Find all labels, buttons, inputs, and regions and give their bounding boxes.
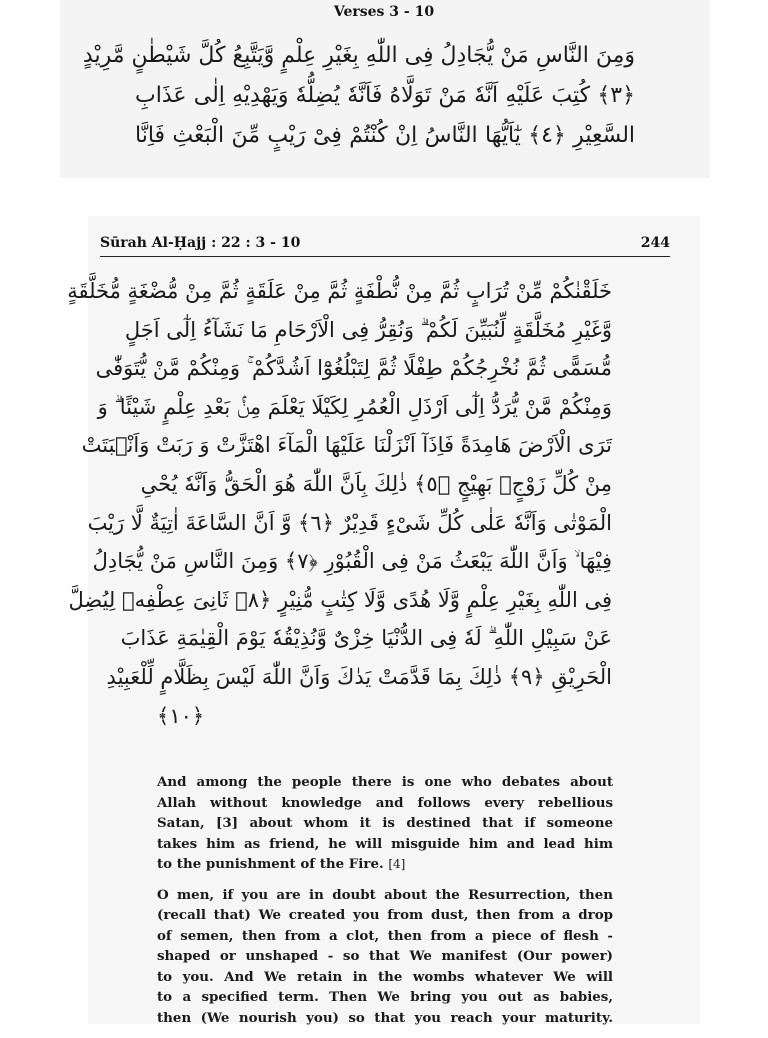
arabic-text-block xyxy=(67,272,612,735)
arabic-line: وَّغَيْرِ مُخَلَّقَةٍ لِّنُبَيِّنَ لَكُمْ ۗ وَنُقِرُّ فِى الْاَرْحَامِ مَا نَشَآءُ اِلٰٓى اَجَلٍ xyxy=(124,317,612,342)
translation-line: Allah without knowledge and follows every rebellious xyxy=(157,794,613,811)
translation-line: takes him as friend, he will misguide him and lead him xyxy=(157,835,613,852)
arabic-line: خَلَقْنٰكُمْ مِّنْ تُرَابٍ ثُمَّ مِنْ نُّطْفَةٍ ثُمَّ مِنْ عَلَقَةٍ ثُمَّ مِنْ مُّضْغَةٍ مُّخَلَّقَةٍ xyxy=(67,279,612,303)
arabic-line: الْحَرِيْقِ ﴿٩﴾ ذٰلِكَ بِمَا قَدَّمَتْ يَدٰكَ وَاَنَّ اللّٰهَ لَيْسَ بِظَلَّامٍ لِّلْعَبِيْدِ xyxy=(106,664,612,689)
verses-heading: Verses 3 - 10 xyxy=(333,4,435,20)
translation-line: to the punishment of the Fire. xyxy=(157,856,384,872)
translation-line: O men, if you are in doubt about the Resurrection, then xyxy=(157,886,613,903)
translation-line: And among the people there is one who debates about xyxy=(157,774,613,790)
translation-paragraph xyxy=(157,772,613,875)
arabic-line: وَمِنَ النَّاسِ مَنْ يُّجَادِلُ فِى اللّٰهِ بِغَيْرِ عِلْمٍ وَّيَتَّبِعُ كُلَّ شَيْطٰنٍ مَّرِيْدٍ xyxy=(82,43,635,68)
arabic-line: فِى اللّٰهِ بِغَيْرِ عِلْمٍ وَّلَا هُدًى وَّلَا كِتٰبٍ مُّنِيْرٍ ﴿٨﴾ ثَانِىَ عِطْفِهٖ لِيُضِلَّ xyxy=(68,587,612,612)
translation-line: of semen, then from a clot, then from a piece of flesh - xyxy=(157,927,613,944)
arabic-line: تَرَى الْاَرْضَ هَامِدَةً فَاِذَآ اَنْزَلْنَا عَلَيْهَا الْمَآءَ اهْتَزَّتْ وَ رَبَتْ وَاَنْۢبَتَتْ xyxy=(81,433,612,458)
translation-block xyxy=(157,772,613,1038)
translation-line: to a specified term. Then We bring you out as babies, xyxy=(157,989,613,1005)
translation-line: shaped or unshaped - so that We manifest (Our power) xyxy=(157,948,613,964)
arabic-line: مِنْ كُلِّ زَوْجٍۢ بَهِيْجٍ ﴿٥﴾ ذٰلِكَ بِاَنَّ اللّٰهَ هُوَ الْحَقُّ وَاَنَّهٗ يُحْىِ xyxy=(140,471,612,496)
footnote-marker: [4] xyxy=(388,857,406,871)
translation-line-last xyxy=(157,854,613,875)
arabic-line: وَمِنْكُمْ مَّنْ يُّرَدُّ اِلٰٓى اَرْذَلِ الْعُمُرِ لِكَيْلَا يَعْلَمَ مِنْۢ بَعْدِ عِلْمٍ شَيْئًا ۗ وَ xyxy=(97,394,612,419)
arabic-line: مُّسَمًّى ثُمَّ نُخْرِجُكُمْ طِفْلًا ثُمَّ لِتَبْلُغُوْٓا اَشُدَّكُمْ ۚ وَمِنْكُمْ مَّنْ يُّتَوَفّٰى xyxy=(95,356,612,381)
page-header xyxy=(100,231,670,255)
translation-line: to you. And We retain in the wombs whatever We will xyxy=(157,968,613,985)
header-divider xyxy=(100,256,670,257)
arabic-line: ﴿٣﴾ كُتِبَ عَلَيْهِ اَنَّهٗ مَنْ تَوَلَّاهُ فَاَنَّهٗ يُضِلُّهٗ وَيَهْدِيْهِ اِلٰى عَذَابِ xyxy=(135,83,635,108)
translation-paragraph xyxy=(157,885,613,1029)
page-number: 244 xyxy=(640,235,670,251)
translation-line: (recall that) We created you from dust, then from a drop xyxy=(157,907,613,923)
surah-title: Sūrah Al-Ḥajj : 22 : 3 - 10 xyxy=(100,235,301,251)
verse-end-marker: ﴿١٠﴾ xyxy=(157,703,205,728)
arabic-line: الْمَوْتٰى وَاَنَّهٗ عَلٰى كُلِّ شَىْءٍ قَدِيْرٌ ﴿٦﴾ وَّ اَنَّ السَّاعَةَ اٰتِيَةٌ لَّا رَيْبَ xyxy=(87,510,612,535)
arabic-line: السَّعِيْرِ ﴿٤﴾ يٰٓاَيُّهَا النَّاسُ اِنْ كُنْتُمْ فِىْ رَيْبٍ مِّنَ الْبَعْثِ فَاِنَّا xyxy=(135,123,636,148)
translation-line: Satan, [3] about whom it is destined that if someone xyxy=(157,815,613,831)
translation-line: then (We nourish you) so that you reach your maturity. xyxy=(157,1009,613,1026)
arabic-line: فِيْهَا ۙ وَاَنَّ اللّٰهَ يَبْعَثُ مَنْ فِى الْقُبُوْرِ ﴿٧﴾ وَمِنَ النَّاسِ مَنْ يُّجَادِلُ xyxy=(92,549,612,574)
arabic-line: عَنْ سَبِيْلِ اللّٰهِ ۗ لَهٗ فِى الدُّنْيَا خِزْىٌ وَّنُذِيْقُهٗ يَوْمَ الْقِيٰمَةِ عَذَابَ xyxy=(120,626,612,651)
top-arabic-block xyxy=(82,36,636,156)
